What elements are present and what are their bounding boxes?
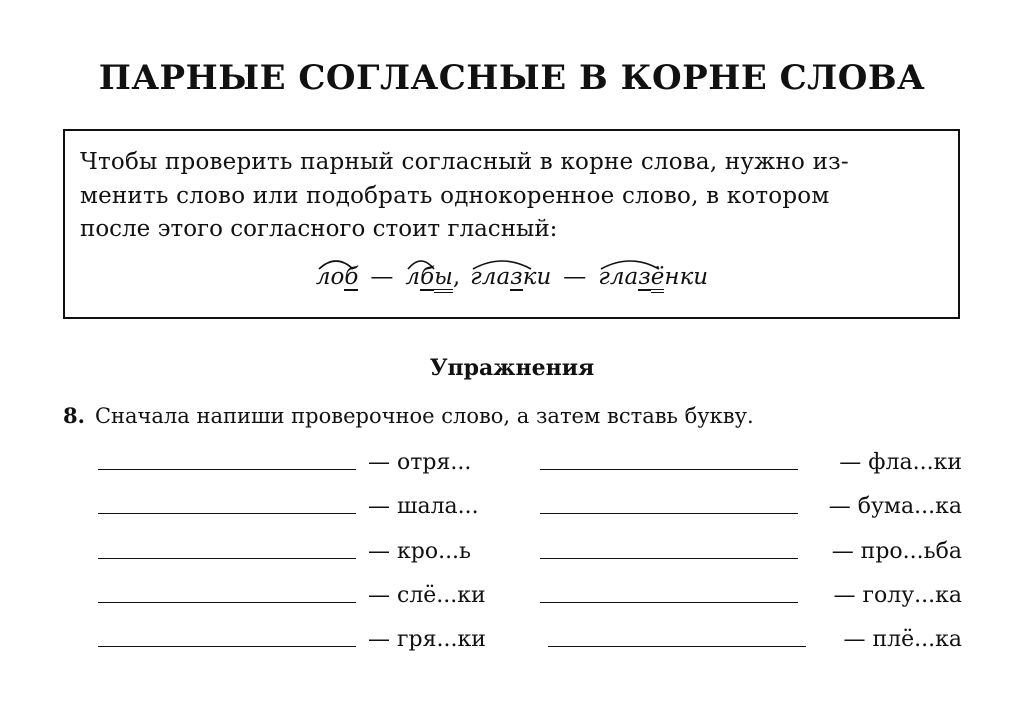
example-dash: — [370, 264, 394, 290]
exercise-word: — слё...ки [368, 583, 486, 608]
rule-text-line-3: после этого согласного стоит гласный: [80, 216, 558, 242]
exercise-word: — отря... [368, 450, 472, 475]
answer-blank-line[interactable] [540, 602, 798, 603]
answer-blank-line[interactable] [98, 469, 356, 470]
answer-blank-line[interactable] [540, 469, 798, 470]
consonant-underline-mark: з [510, 264, 523, 290]
rule-text-line-1: Чтобы проверить парный согласный в корне слова, нужно из- [80, 149, 849, 175]
section-title: Упражнения [429, 355, 595, 381]
exercise-word: — бума...ка [828, 494, 962, 519]
consonant-underline-mark: з [638, 264, 651, 290]
exercise-word: — фла...ки [839, 450, 962, 475]
answer-blank-line[interactable] [540, 558, 798, 559]
exercise-word: — плё...ка [843, 627, 962, 652]
exercise-row [0, 492, 1024, 522]
root-arc-mark [600, 256, 660, 270]
root-arc-mark [472, 256, 532, 270]
rule-examples [0, 262, 1024, 293]
exercise-word: — голу...ка [833, 583, 962, 608]
example-root-part: гла [598, 264, 639, 290]
rule-text-line-2: менить слово или подобрать однокоренное слово, в котором [80, 183, 830, 209]
page-title: ПАРНЫЕ СОГЛАСНЫЕ В КОРНЕ СЛОВА [98, 58, 926, 98]
answer-blank-line[interactable] [98, 646, 356, 647]
answer-blank-line[interactable] [548, 646, 806, 647]
example-root-part: л [405, 264, 421, 290]
example-root-part: гла [470, 264, 511, 290]
task-instruction [63, 402, 754, 430]
root-arc-mark [318, 256, 354, 270]
example-word-lby [405, 262, 452, 293]
consonant-underline-mark: б [420, 264, 435, 290]
exercise-word: — кро...ь [368, 539, 472, 564]
answer-blank-line[interactable] [540, 513, 798, 514]
exercise-word: — про...ьба [831, 539, 962, 564]
example-comma: , [452, 264, 461, 290]
example-word-ending: ки [522, 264, 552, 290]
example-root-part: ло [315, 264, 345, 290]
example-dash: — [563, 264, 587, 290]
vowel-double-underline-mark: ы [434, 265, 453, 293]
example-word-glazki [470, 262, 551, 292]
exercise-word: — гря...ки [368, 627, 486, 652]
root-arc-mark [407, 256, 435, 270]
answer-blank-line[interactable] [98, 513, 356, 514]
answer-blank-line[interactable] [98, 558, 356, 559]
example-word-lob [316, 262, 359, 292]
example-word-glazyonki [598, 262, 708, 293]
answer-blank-line[interactable] [98, 602, 356, 603]
exercise-row [0, 537, 1024, 567]
exercise-row [0, 581, 1024, 611]
task-number: 8. [63, 403, 85, 428]
task-text: Сначала напиши проверочное слово, а затем вставь букву. [94, 404, 754, 428]
exercise-row [0, 625, 1024, 655]
vowel-double-underline-mark: ё [651, 265, 665, 293]
example-word-ending: нки [664, 264, 709, 290]
exercise-word: — шала... [368, 494, 479, 519]
exercise-row [0, 448, 1024, 478]
consonant-underline-mark: б [344, 264, 359, 290]
